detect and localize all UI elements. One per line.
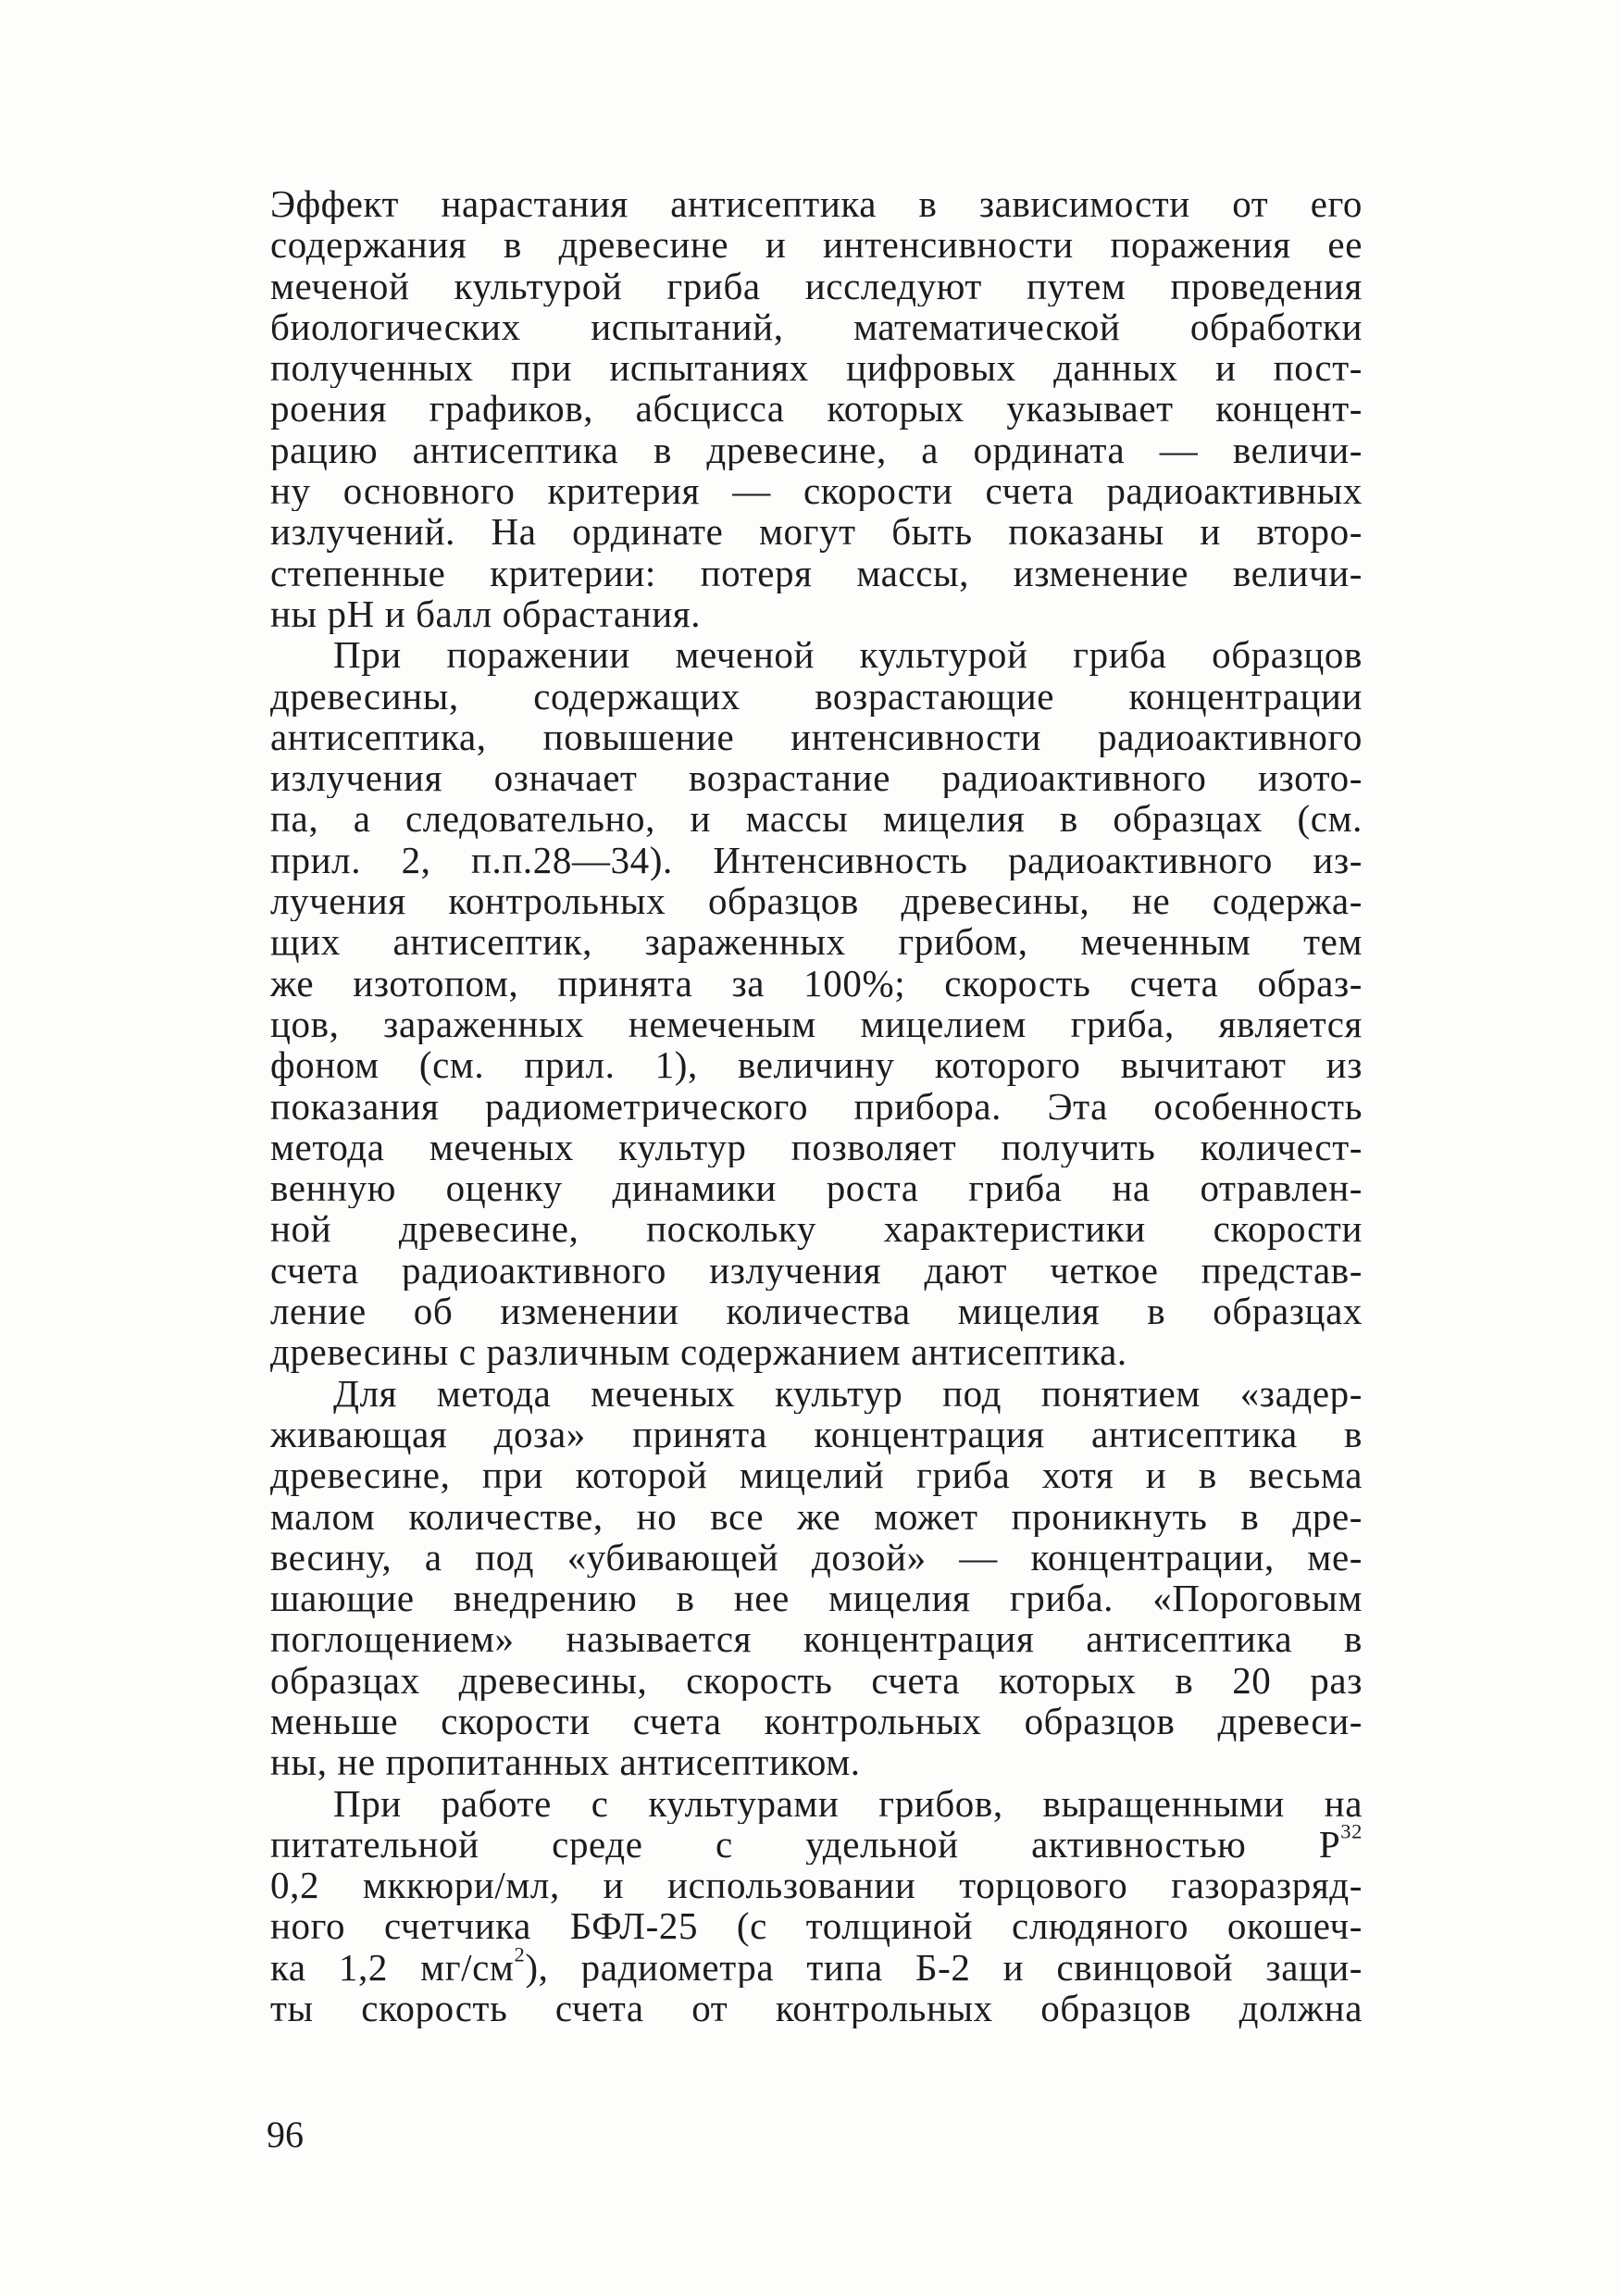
text-line: щих антисептик, зараженных грибом, меченным тем <box>270 921 1363 963</box>
paragraph-2 <box>270 634 1363 1372</box>
text-line: ного счетчика БФЛ-25 (с толщиной слюдяного окошеч- <box>270 1905 1363 1947</box>
text-line: меньше скорости счета контрольных образцов древеси- <box>270 1700 1363 1742</box>
text-line: излучения означает возрастание радиоактивного изото- <box>270 757 1363 799</box>
text-line: степенные критерии: потеря массы, изменение величи- <box>270 552 1363 593</box>
text-line: рацию антисептика в древесине, а ордината — величи- <box>270 429 1363 471</box>
text-line: венную оценку динамики роста гриба на отравлен- <box>270 1167 1363 1209</box>
text-line: шающие внедрению в нее мицелия гриба. «Пороговым <box>270 1578 1363 1619</box>
text-line: древесине, при которой мицелий гриба хотя и в весьма <box>270 1454 1363 1496</box>
text-line: содержания в древесине и интенсивности поражения ее <box>270 224 1363 266</box>
text-line: антисептика, повышение интенсивности радиоактивного <box>270 716 1363 758</box>
text-line: фоном (см. прил. 1), величину которого вычитают из <box>270 1044 1363 1086</box>
text-line: Для метода меченых культур под понятием «задер- <box>333 1372 1363 1414</box>
text-line: древесины с различным содержанием антисептика. <box>270 1331 1127 1373</box>
text-line: лучения контрольных образцов древесины, не содержа- <box>270 880 1363 922</box>
text-line: метода меченых культур позволяет получить количест- <box>270 1126 1363 1168</box>
text-line: ну основного критерия — скорости счета радиоактивных <box>270 470 1363 512</box>
text-line: малом количестве, но все же может проникнуть в дре- <box>270 1495 1363 1537</box>
text-line: полученных при испытаниях цифровых данных и пост- <box>270 347 1363 389</box>
text-segment: ка 1,2 мг/см <box>270 1946 515 1989</box>
text-line: роения графиков, абсцисса которых указывает концент- <box>270 388 1363 430</box>
text-line: живающая доза» принята концентрация антисептика в <box>270 1413 1363 1455</box>
text-line: па, а следовательно, и массы мицелия в образцах (см. <box>270 798 1363 840</box>
text-line: Эффект нарастания антисептика в зависимости от его <box>270 183 1363 225</box>
page-number: 96 <box>267 2114 304 2155</box>
text-line: прил. 2, п.п.28—34). Интенсивность радиоактивного из- <box>270 839 1363 881</box>
text-line: ты скорость счета от контрольных образцов должна <box>270 1988 1363 2029</box>
paragraph-3 <box>270 1373 1363 1783</box>
text-line: ны, не пропитанных антисептиком. <box>270 1741 861 1783</box>
text-line: ление об изменении количества мицелия в образцах <box>270 1291 1363 1332</box>
text-line: При работе с культурами грибов, выращенными на <box>333 1782 1363 1824</box>
text-line: 0,2 мккюри/мл, и использовании торцового газоразряд- <box>270 1865 1363 1906</box>
text-line: показания радиометрического прибора. Эта особенность <box>270 1085 1363 1127</box>
text-line: счета радиоактивного излучения дают четкое представ- <box>270 1249 1363 1292</box>
text-line-with-superscript <box>270 1824 1363 1865</box>
text-segment: питательной среде с удельной активностью P <box>270 1823 1341 1866</box>
text-line: излучений. На ординате могут быть показаны и второ- <box>270 511 1363 553</box>
text-line: же изотопом, принята за 100%; скорость счета образ- <box>270 962 1363 1004</box>
text-line: весину, а под «убивающей дозой» — концентрации, ме- <box>270 1536 1363 1578</box>
text-line: При поражении меченой культурой гриба образцов <box>333 634 1363 676</box>
text-line: биологических испытаний, математической обработки <box>270 306 1363 348</box>
text-line: образцах древесины, скорость счета которых в 20 раз <box>270 1659 1363 1701</box>
superscript-2: 2 <box>514 1946 526 1966</box>
text-line: ны pH и балл обрастания. <box>270 593 702 635</box>
text-line: цов, зараженных немеченым мицелием гриба, является <box>270 1003 1363 1045</box>
superscript-32: 32 <box>1340 1823 1363 1843</box>
text-line: меченой культурой гриба исследуют путем проведения <box>270 265 1363 306</box>
paragraph-1 <box>270 183 1363 634</box>
paragraph-4 <box>270 1783 1363 2029</box>
text-line-with-superscript <box>270 1947 1363 1988</box>
body-text <box>270 183 1363 2028</box>
text-line: ной древесине, поскольку характеристики скорости <box>270 1208 1363 1250</box>
text-line: древесины, содержащих возрастающие концентрации <box>270 675 1363 717</box>
text-line: поглощением» называется концентрация антисептика в <box>270 1618 1363 1660</box>
text-segment: ), радиометра типа Б-2 и свинцовой защи- <box>525 1946 1363 1989</box>
